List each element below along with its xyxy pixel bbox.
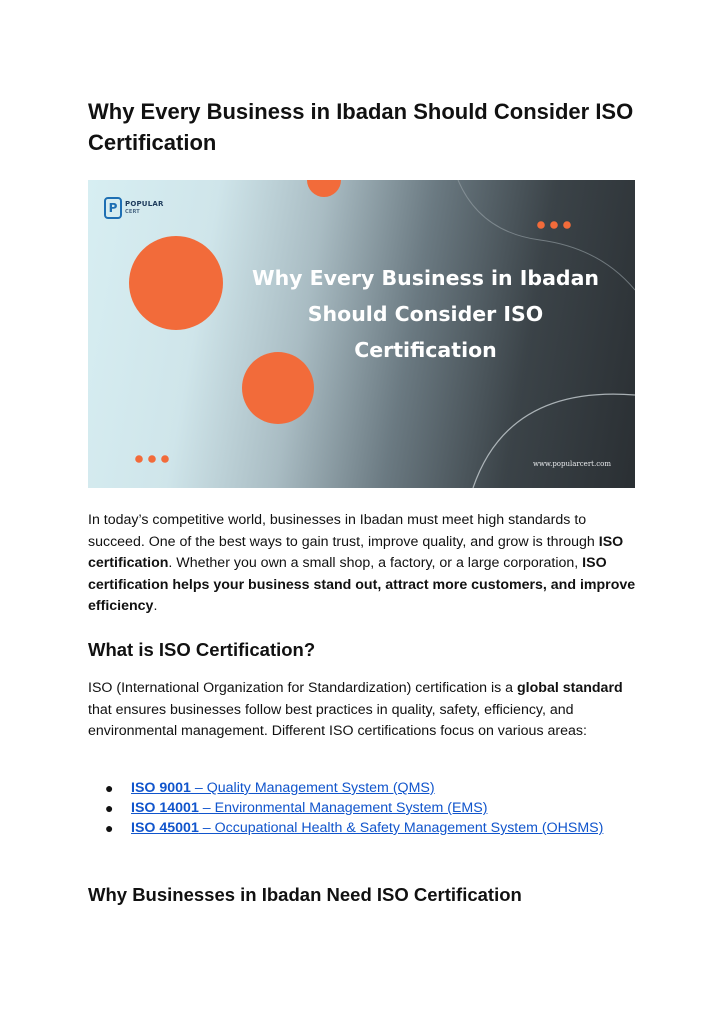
section-heading-what-is-iso: What is ISO Certification? bbox=[88, 639, 316, 660]
section-heading-why-businesses: Why Businesses in Ibadan Need ISO Certification bbox=[88, 884, 522, 905]
decor-dot bbox=[148, 455, 156, 463]
intro-text: . bbox=[153, 598, 158, 614]
intro-bold: ISO certification bbox=[88, 533, 624, 571]
decor-circle-top bbox=[307, 180, 341, 197]
logo-text: POPULAR bbox=[125, 200, 164, 208]
list-item bbox=[88, 798, 608, 818]
decor-dot bbox=[563, 221, 571, 229]
decor-dot bbox=[550, 221, 558, 229]
logo-mark-icon: P bbox=[104, 197, 122, 219]
bullet-icon: ● bbox=[105, 780, 114, 796]
decor-circle-large bbox=[129, 236, 223, 330]
banner-heading: Why Every Business in Ibadan Should Consider ISO Certification bbox=[251, 266, 600, 362]
iso-14001-link[interactable]: ISO 14001 – Environmental Management System (EMS) bbox=[131, 800, 488, 816]
banner-site-url: www.popularcert.com bbox=[532, 460, 611, 468]
list-item bbox=[88, 818, 608, 838]
definition-text: ISO (International Organization for Standardization) certification is a bbox=[88, 680, 517, 696]
definition-bold: global standard bbox=[517, 680, 623, 696]
intro-text: . Whether you own a small shop, a factory, or a large corporation, bbox=[168, 555, 583, 571]
decor-dot bbox=[135, 455, 143, 463]
decor-dot bbox=[537, 221, 545, 229]
intro-paragraph bbox=[88, 510, 638, 618]
bullet-icon: ● bbox=[105, 800, 114, 816]
definition-text: that ensures businesses follow best practices in quality, safety, efficiency, and environmental management. Different ISO certifications focus on various areas: bbox=[88, 701, 587, 739]
hero-banner-image bbox=[88, 180, 635, 488]
iso-standards-list bbox=[88, 778, 608, 838]
decor-dot bbox=[161, 455, 169, 463]
intro-bold: ISO certification helps your business stand out, attract more customers, and improve efficiency bbox=[88, 555, 636, 614]
bullet-icon: ● bbox=[105, 820, 114, 836]
iso-definition-paragraph bbox=[88, 678, 638, 743]
logo-text-sub: CERT bbox=[125, 209, 140, 215]
iso-9001-link[interactable]: ISO 9001 – Quality Management System (QMS) bbox=[131, 780, 435, 796]
intro-text: In today’s competitive world, businesses in Ibadan must meet high standards to succeed. One of the best ways to gain trust, improve quality, and grow is through bbox=[88, 512, 599, 550]
page-title: Why Every Business in Ibadan Should Consider ISO Certification bbox=[88, 99, 634, 155]
brand-logo bbox=[104, 196, 164, 220]
list-item bbox=[88, 778, 608, 798]
decor-curve bbox=[473, 394, 635, 488]
iso-45001-link[interactable]: ISO 45001 – Occupational Health & Safety Management System (OHSMS) bbox=[131, 820, 604, 836]
